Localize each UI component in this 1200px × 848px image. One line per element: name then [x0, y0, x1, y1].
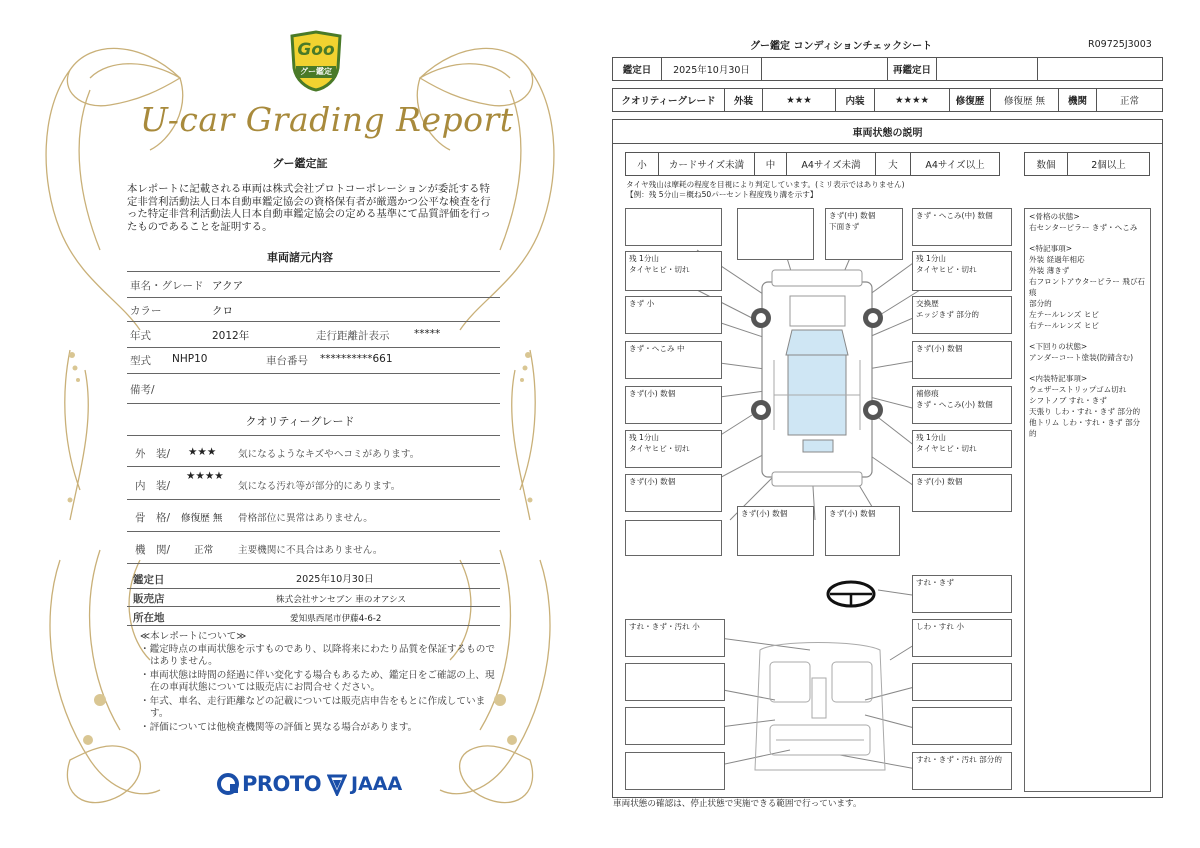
note-box	[625, 208, 722, 246]
chassis-value: **********661	[320, 353, 393, 365]
certificate-intro: 本レポートに記載される車両は株式会社プロトコーポレーションが委託する特定非営利活動法人日本自動車鑑定協会の資格保有者が厳選かつ公平な検査を行った特定非営利活動法人日本自動車鑑定協会の定める基準にて品質評価を行ったものであることを証明する。	[127, 183, 491, 233]
about-item: ・年式、車名、走行距離などの記載については販売店申告をもとに作成しています。	[140, 696, 486, 720]
note-line: <骨格の状態>	[1029, 212, 1080, 221]
report-script-title: U-car Grading Report	[140, 100, 514, 139]
note-box: 残 1分山 タイヤヒビ・切れ	[625, 430, 722, 468]
address-label: 所在地	[133, 612, 165, 624]
note-box: きず(小) 数個	[625, 386, 722, 424]
about-item-text: 年式、車名、走行距離などの記載については販売店申告をもとに作成しています。	[149, 696, 486, 720]
about-item-text: 車両状態は時間の経過に伴い変化する場合もあるため、鑑定日をご確認の上、現在の車両状態については販売店にお問合せください。	[149, 670, 495, 694]
exterior-comment: 気になるようなキズやヘコミがあります。	[238, 449, 420, 460]
tire-note-2: 【例：残 5分山＝概ね50パーセント程度残り溝を示す】	[626, 190, 818, 199]
about-item: ・評価については他検査機関等の評価と異なる場合があります。	[140, 722, 418, 733]
note-line: 右センターピラー きず・へこみ	[1029, 223, 1138, 232]
note-line: 右フロントアウターピラー 飛び石痕	[1029, 277, 1146, 297]
size-large-value: A4サイズ以上	[910, 152, 1000, 176]
count-key: 数個	[1024, 152, 1068, 176]
spec-title: 車両諸元内容	[267, 251, 333, 264]
mileage-value: *****	[414, 328, 441, 340]
note-box	[912, 663, 1012, 701]
about-title: ≪本レポートについて≫	[140, 631, 247, 642]
name-label: 車名・グレード	[130, 280, 204, 292]
note-line: 部分的	[1029, 299, 1052, 308]
note-line: <特記事項>	[1029, 244, 1073, 253]
note-box: しわ・すれ 小	[912, 619, 1012, 657]
exterior-label: 外 装/	[135, 448, 171, 460]
note-line: 外装 経過年相応	[1029, 255, 1085, 264]
interior-cell-value: ★★★★	[874, 88, 950, 112]
quality-grade-title: クオリティーグレード	[245, 415, 355, 428]
badge-script: Goo	[297, 40, 335, 60]
model-value: NHP10	[172, 353, 208, 365]
note-box: 交換歴 エッジきず 部分的	[912, 296, 1012, 334]
note-box: すれ・きず・汚れ 小	[625, 619, 725, 657]
interior-label: 内 装/	[135, 480, 171, 492]
year-label: 年式	[130, 330, 151, 342]
note-box	[625, 752, 725, 790]
chassis-label: 車台番号	[266, 355, 308, 367]
note-box	[737, 208, 814, 260]
engine-cell-label: 機関	[1058, 88, 1097, 112]
note-box: 補修痕 きず・へこみ(小) 数個	[912, 386, 1012, 424]
date-value: 2025年10月30日	[661, 57, 762, 81]
exterior-cell-value: ★★★	[762, 88, 836, 112]
sheet-title: グー鑑定 コンディションチェックシート	[750, 41, 933, 52]
count-value: 2個以上	[1067, 152, 1150, 176]
note-box: 残 1分山 タイヤヒビ・切れ	[912, 430, 1012, 468]
note-line: 他トリム しわ・すれ・きず 部分的	[1029, 418, 1141, 438]
note-box: すれ・きず・汚れ 部分的	[912, 752, 1012, 790]
remarks-label: 備考/	[130, 384, 155, 396]
about-item-text: 評価については他検査機関等の評価と異なる場合があります。	[149, 722, 418, 733]
size-large-key: 大	[875, 152, 911, 176]
engine-label: 機 関/	[135, 544, 171, 556]
color-value: クロ	[212, 305, 233, 317]
size-small-key: 小	[625, 152, 659, 176]
note-line: 外装 薄きず	[1029, 266, 1070, 275]
jaaa-logo	[327, 771, 402, 797]
note-box: 残 1分山 タイヤヒビ・切れ	[912, 251, 1012, 291]
note-line	[1029, 233, 1146, 243]
goo-appraisal-badge	[288, 30, 344, 92]
address-value: 愛知県西尾市伊藤4-6-2	[290, 614, 382, 624]
note-box: きず・へこみ 中	[625, 341, 722, 379]
note-line: ウェザーストリップゴム切れ	[1029, 385, 1127, 394]
jaaa-logo-text: JAAA	[351, 773, 403, 795]
note-box: すれ・きず	[912, 575, 1012, 613]
frame-label: 骨 格/	[135, 512, 171, 524]
note-line: アンダーコート塗装(防錆含む)	[1029, 353, 1134, 362]
note-box: きず(中) 数個 下面きず	[825, 208, 903, 260]
appraisal-date-label: 鑑定日	[133, 574, 165, 586]
note-box: 残 1分山 タイヤヒビ・切れ	[625, 251, 722, 291]
note-line: 右テールレンズ ヒビ	[1029, 321, 1099, 330]
redate-label: 再鑑定日	[887, 57, 937, 81]
note-box: きず(小) 数個	[912, 474, 1012, 512]
note-box: きず・へこみ(中) 数個	[912, 208, 1012, 246]
repair-cell-label: 修復歴	[949, 88, 991, 112]
proto-logo	[216, 771, 321, 797]
note-line: シフトノブ すれ・きず	[1029, 396, 1107, 405]
frame-value: 修復歴 無	[181, 513, 223, 524]
condition-check-sheet	[600, 0, 1200, 848]
special-notes-panel	[1024, 208, 1151, 792]
interior-value: ★★★★	[186, 470, 224, 482]
certificate-title: グー鑑定証	[272, 157, 328, 170]
note-line	[1029, 331, 1146, 341]
about-item-text: 鑑定時点の車両状態を示すものであり、以降将来にわたり品質を保証するものではありません。	[149, 644, 495, 668]
exterior-cell-label: 外装	[724, 88, 763, 112]
about-item: ・鑑定時点の車両状態を示すものであり、以降将来にわたり品質を保証するものではありません。	[140, 644, 495, 668]
engine-comment: 主要機関に不具合はありません。	[238, 545, 383, 556]
year-value: 2012年	[212, 330, 250, 342]
note-box	[625, 520, 722, 556]
note-box: きず(小) 数個	[912, 341, 1012, 379]
size-small-value: カードサイズ未満	[658, 152, 755, 176]
note-line: <下回りの状態>	[1029, 342, 1088, 351]
date-label: 鑑定日	[612, 57, 662, 81]
mileage-label: 走行距離計表示	[316, 330, 390, 342]
dealer-value: 株式会社サンセブン 車のオアシス	[276, 595, 407, 605]
note-box: きず(小) 数個	[825, 506, 900, 556]
note-box: きず 小	[625, 296, 722, 334]
note-line: 左テールレンズ ヒビ	[1029, 310, 1099, 319]
sheet-footer: 車両状態の確認は、停止状態で実施できる範囲で行っています。	[613, 799, 862, 809]
color-label: カラー	[130, 305, 162, 317]
interior-cell-label: 内装	[835, 88, 875, 112]
about-item: ・車両状態は時間の経過に伴い変化する場合もあるため、鑑定日をご確認の上、現在の車両状態については販売店にお問合せください。	[140, 670, 495, 694]
name-value: アクア	[212, 280, 244, 292]
exterior-value: ★★★	[188, 446, 217, 458]
dealer-label: 販売店	[133, 593, 165, 605]
note-box	[625, 707, 725, 745]
appraisal-date-value: 2025年10月30日	[296, 574, 374, 585]
quality-label: クオリティーグレード	[612, 88, 725, 112]
note-line: <内装特記事項>	[1029, 374, 1088, 383]
note-box	[625, 663, 725, 701]
note-line	[1029, 363, 1146, 373]
repair-cell-value: 修復歴 無	[990, 88, 1059, 112]
size-medium-key: 中	[754, 152, 787, 176]
model-label: 型式	[130, 355, 151, 367]
jaaa-mark-icon	[327, 772, 347, 796]
proto-mark-icon	[216, 772, 240, 796]
size-medium-value: A4サイズ未満	[786, 152, 876, 176]
sheet-id: R09725J3003	[1088, 39, 1152, 50]
frame-comment: 骨格部位に異常はありません。	[238, 513, 373, 524]
engine-cell-value: 正常	[1096, 88, 1163, 112]
interior-comment: 気になる汚れ等が部分的にあります。	[238, 481, 401, 492]
badge-text: グー鑑定	[300, 67, 332, 76]
note-line: 天張り しわ・すれ・きず 部分的	[1029, 407, 1141, 416]
engine-value: 正常	[194, 545, 214, 556]
condition-title: 車両状態の説明	[612, 119, 1163, 144]
proto-logo-text: PROTO	[242, 772, 322, 796]
note-box: きず(小) 数個	[625, 474, 722, 512]
tire-note-1: タイヤ残山は摩耗の程度を目視により判定しています。(ミリ表示ではありません)	[626, 180, 905, 189]
note-box	[912, 707, 1012, 745]
note-box: きず(小) 数個	[737, 506, 814, 556]
